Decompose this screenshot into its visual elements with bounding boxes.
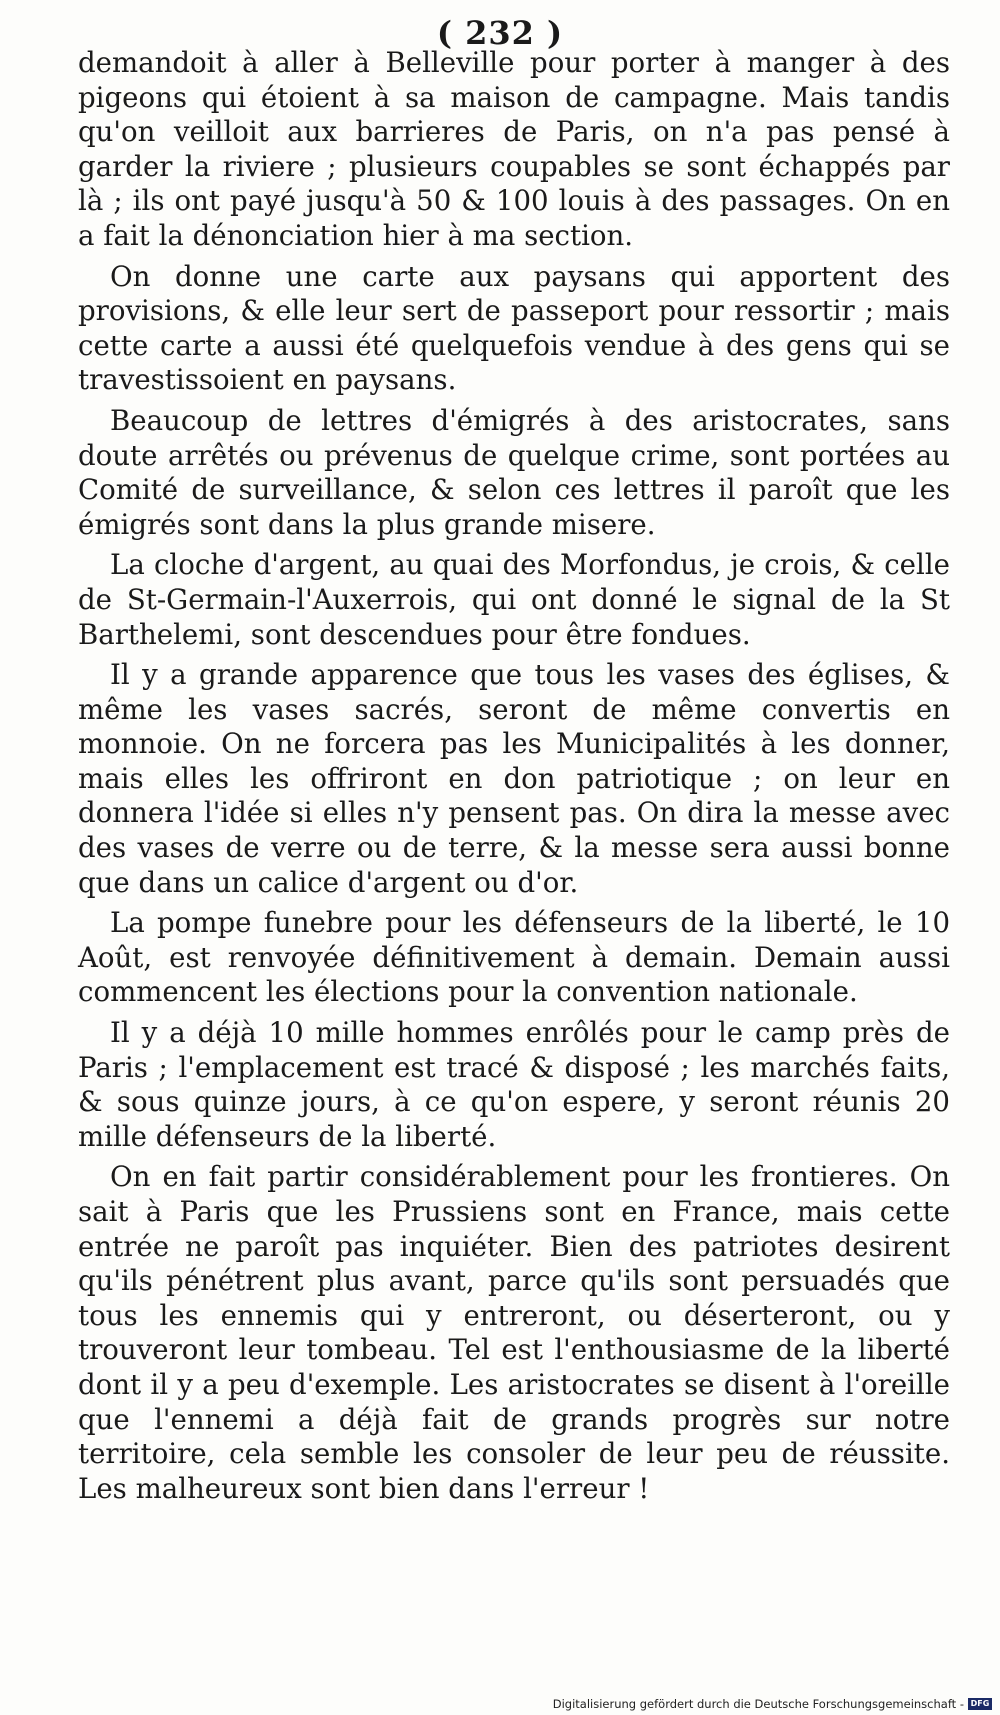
paragraph-3: Beaucoup de lettres d'émigrés à des aristocrates, sans doute arrêtés ou prévenus de quelque crime, sont portées au Comité de surveillance, & selon ces lettres il paroît que les émigrés sont dans la plus grande misere. xyxy=(78,403,950,541)
paragraph-7: Il y a déjà 10 mille hommes enrôlés pour le camp près de Paris ; l'emplacement est tracé & disposé ; les marchés faits, & sous quinze jours, à ce qu'on espere, y seront réunis 20 mille défenseurs de la liberté. xyxy=(78,1016,950,1153)
page-number: ( 232 ) xyxy=(436,14,564,52)
paragraph-1: demandoit à aller à Belleville pour porter à manger à des pigeons qui étoient à sa maison de campagne. Mais tandis qu'on veilloit aux barrieres de Paris, on n'a pas pensé à garder la riviere ; plusieurs coupables se sont échappés par là ; ils ont payé jusqu'à 50 & 100 louis à des passages. On en a fait la dénonciation hier à ma section. xyxy=(78,46,950,252)
paragraph-4: La cloche d'argent, au quai des Morfondus, je crois, & celle de St-Germain-l'Auxerrois, qui ont donné le signal de la St Barthelemi, sont descendues pour être fondues. xyxy=(78,548,950,651)
credit-text: Digitalisierung gefördert durch die Deutsche Forschungsgemeinschaft - xyxy=(552,1697,964,1711)
paragraph-6: La pompe funebre pour les défenseurs de la liberté, le 10 Août, est renvoyée définitivement à demain. Demain aussi commencent les élections pour la convention nationale. xyxy=(78,906,950,1009)
paragraph-2: On donne une carte aux paysans qui apportent des provisions, & elle leur sert de passeport pour ressortir ; mais cette carte a aussi été quelquefois vendue à des gens qui se travestissoient en paysans. xyxy=(78,259,950,397)
dfg-logo: DFG xyxy=(968,1698,992,1710)
paragraph-8: On en fait partir considérablement pour les frontieres. On sait à Paris que les Prussiens sont en France, mais cette entrée ne paroît pas inquiéter. Bien des patriotes desirent qu'ils pénétrent plus avant, parce qu'ils sont persuadés que tous les ennemis qui y entreront, ou déserteront, ou y trouveront leur tombeau. Tel est l'enthousiasme de la liberté dont il y a peu d'exemple. Les aristocrates se disent à l'oreille que l'ennemi a déjà fait de grands progrès sur notre territoire, cela semble les consoler de leur peu de réussite. Les malheureux sont bien dans l'erreur ! xyxy=(78,1160,950,1505)
body-text xyxy=(78,46,950,1512)
paragraph-5: Il y a grande apparence que tous les vases des églises, & même les vases sacrés, seront de même convertis en monnoie. On ne forcera pas les Municipalités à les donner, mais elles les offriront en don patriotique ; on leur en donnera l'idée si elles n'y pensent pas. On dira la messe avec des vases de verre ou de terre, & la messe sera aussi bonne que dans un calice d'argent ou d'or. xyxy=(78,658,950,899)
digitization-credit xyxy=(553,1697,992,1711)
